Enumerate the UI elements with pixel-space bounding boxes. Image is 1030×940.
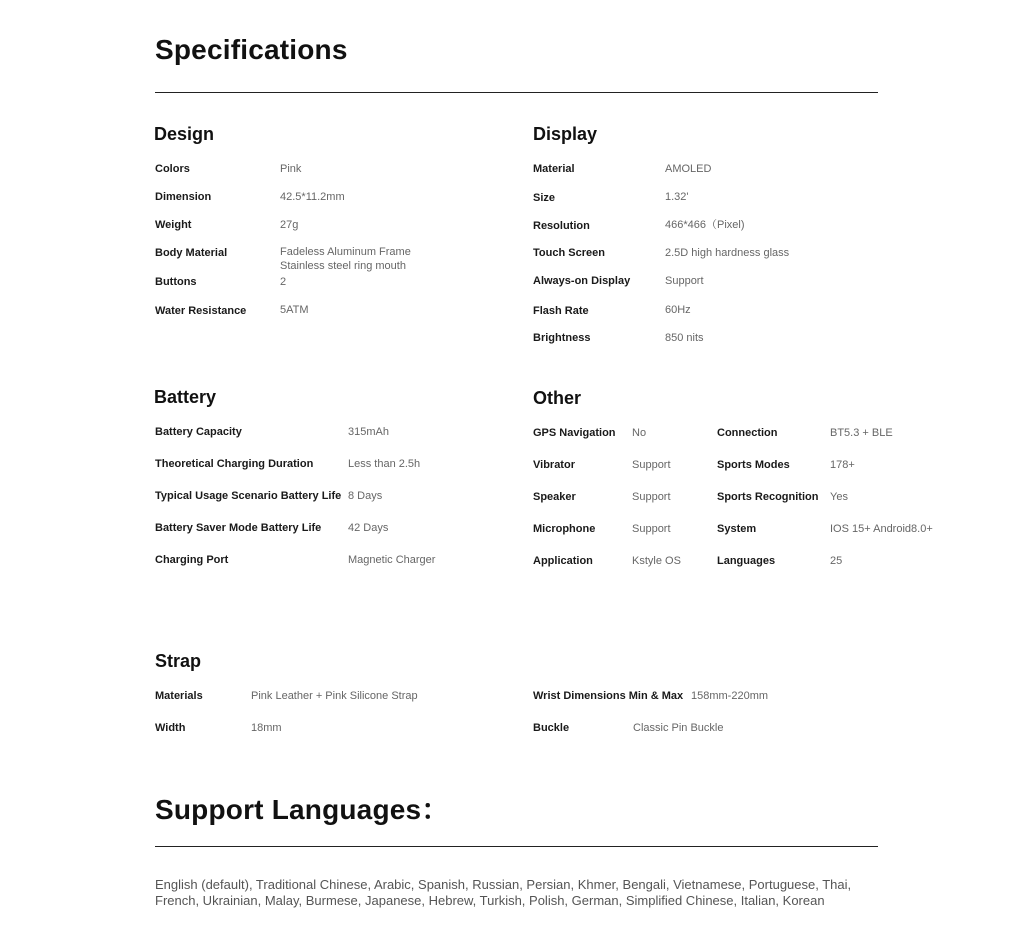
display-heading: Display xyxy=(533,124,598,144)
spec-value-dimension: 42.5*11.2mm xyxy=(280,191,345,203)
spec-label-buckle: Buckle xyxy=(533,722,570,734)
title-divider xyxy=(155,92,878,93)
spec-value-sports-modes: 178+ xyxy=(830,459,855,471)
spec-label-microphone: Microphone xyxy=(533,523,596,535)
spec-value-weight: 27g xyxy=(280,219,299,231)
spec-value-battery-capacity: 315mAh xyxy=(348,426,389,438)
spec-label-charging-port: Charging Port xyxy=(155,554,229,566)
spec-value-always-on-display: Support xyxy=(665,275,704,287)
spec-label-languages: Languages xyxy=(717,555,776,567)
spec-value-size: 1.32' xyxy=(665,191,689,203)
spec-value-wrist-dimensions: 158mm-220mm xyxy=(691,690,769,702)
spec-value-sports-recognition: Yes xyxy=(830,491,848,503)
spec-label-gps: GPS Navigation xyxy=(533,427,616,439)
spec-value-languages: 25 xyxy=(830,555,843,567)
spec-label-sports-modes: Sports Modes xyxy=(717,459,790,471)
spec-label-buttons: Buttons xyxy=(155,276,197,288)
spec-label-touch-screen: Touch Screen xyxy=(533,247,605,259)
spec-label-battery-capacity: Battery Capacity xyxy=(155,426,242,438)
spec-value-vibrator: Support xyxy=(632,459,671,471)
battery-heading: Battery xyxy=(154,387,217,407)
spec-label-sports-recognition: Sports Recognition xyxy=(717,491,819,503)
support-languages-divider xyxy=(155,846,878,847)
spec-value-materials: Pink Leather + Pink Silicone Strap xyxy=(251,690,418,702)
page-title: Specifications xyxy=(155,34,348,65)
spec-value-resolution: 466*466（Pixel) xyxy=(665,219,745,231)
spec-label-size: Size xyxy=(533,192,556,204)
spec-label-wrist-dimensions: Wrist Dimensions Min & Max xyxy=(533,690,684,702)
support-languages-title: Support Languages： xyxy=(155,794,450,825)
spec-value-speaker: Support xyxy=(632,491,671,503)
spec-label-flash-rate: Flash Rate xyxy=(533,305,589,317)
spec-value-touch-screen: 2.5D high hardness glass xyxy=(665,247,790,259)
spec-label-system: System xyxy=(717,523,757,535)
spec-label-material: Material xyxy=(533,163,575,175)
spec-value-connection: BT5.3 + BLE xyxy=(830,427,893,439)
spec-label-typical-battery-life: Typical Usage Scenario Battery Life xyxy=(155,490,342,502)
spec-value-system: IOS 15+ Android8.0+ xyxy=(830,523,933,535)
strap-heading: Strap xyxy=(155,651,202,671)
spec-value-water-resistance: 5ATM xyxy=(280,304,309,316)
spec-value-width: 18mm xyxy=(251,722,282,734)
design-heading: Design xyxy=(154,124,215,144)
spec-value-saver-battery-life: 42 Days xyxy=(348,522,389,534)
support-languages-list: English (default), Traditional Chinese, Arabic, Spanish, Russian, Persian, Khmer, Bengali, Vietnamese, Portuguese, Thai, French, Ukrainian, Malay, Burmese, Japanese, Hebrew, Turkish, Polish, German, Simplified Chinese, Italian, Korean xyxy=(155,877,852,908)
spec-label-speaker: Speaker xyxy=(533,491,576,503)
spec-label-always-on-display: Always-on Display xyxy=(533,275,631,287)
spec-value-body-material: Fadeless Aluminum Frame xyxy=(280,246,411,258)
other-heading: Other xyxy=(533,388,582,408)
spec-value-typical-battery-life: 8 Days xyxy=(348,490,383,502)
spec-value-material: AMOLED xyxy=(665,163,712,175)
spec-value-microphone: Support xyxy=(632,523,671,535)
spec-value-charging-port: Magnetic Charger xyxy=(348,554,436,566)
spec-label-application: Application xyxy=(533,555,593,567)
spec-value-brightness: 850 nits xyxy=(665,332,704,344)
spec-label-resolution: Resolution xyxy=(533,220,590,232)
spec-value-flash-rate: 60Hz xyxy=(665,304,691,316)
spec-label-saver-battery-life: Battery Saver Mode Battery Life xyxy=(155,522,322,534)
spec-label-colors: Colors xyxy=(155,163,190,175)
spec-label-dimension: Dimension xyxy=(155,191,212,203)
spec-label-water-resistance: Water Resistance xyxy=(155,305,247,317)
spec-label-connection: Connection xyxy=(717,427,778,439)
spec-label-vibrator: Vibrator xyxy=(533,459,575,471)
spec-value-charging-duration: Less than 2.5h xyxy=(348,458,421,470)
spec-label-weight: Weight xyxy=(155,219,192,231)
spec-label-body-material: Body Material xyxy=(155,247,228,259)
spec-label-charging-duration: Theoretical Charging Duration xyxy=(155,458,314,470)
spec-value-gps: No xyxy=(632,427,647,439)
spec-value-body-material-line2: Stainless steel ring mouth xyxy=(280,260,406,272)
spec-value-colors: Pink xyxy=(280,163,302,175)
spec-label-width: Width xyxy=(155,722,186,734)
spec-label-brightness: Brightness xyxy=(533,332,591,344)
spec-value-buckle: Classic Pin Buckle xyxy=(633,722,724,734)
spec-label-materials: Materials xyxy=(155,690,203,702)
spec-value-buttons: 2 xyxy=(280,276,287,288)
spec-value-application: Kstyle OS xyxy=(632,555,681,567)
